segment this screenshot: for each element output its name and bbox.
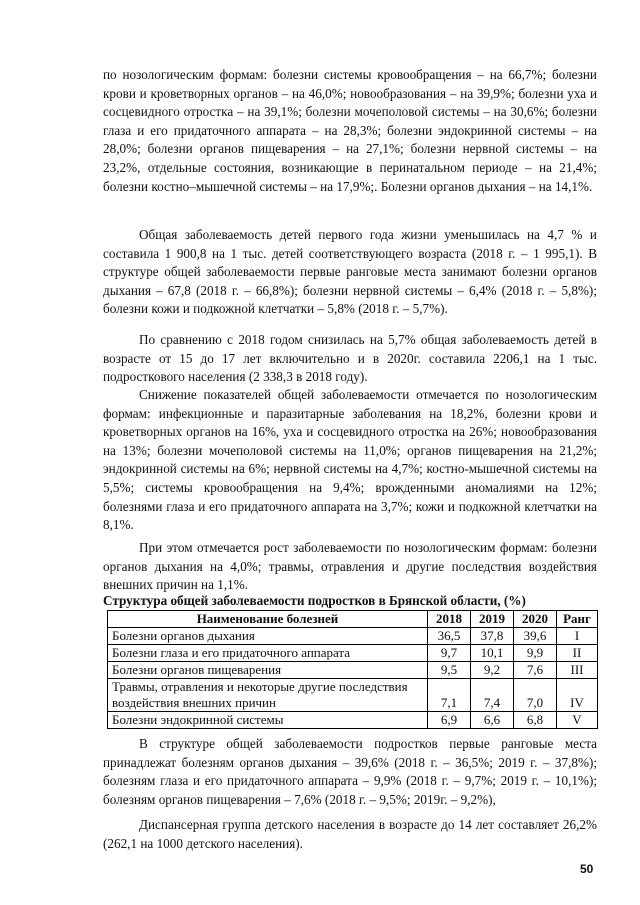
cell-disease-name: Болезни органов пищеварения xyxy=(108,662,428,679)
cell-2019: 9,2 xyxy=(471,662,514,679)
page-number: 50 xyxy=(580,862,594,876)
cell-disease-name: Травмы, отравления и некоторые другие последствия воздействия внешних причин xyxy=(108,679,428,712)
header-disease-name: Наименование болезней xyxy=(108,611,428,628)
table-row xyxy=(108,628,598,645)
paragraph-dispensary: Диспансерная группа детского населения в возрасте до 14 лет составляет 26,2% (262,1 на 1000 детского населения). xyxy=(103,817,597,851)
cell-2020: 7,6 xyxy=(514,662,557,679)
cell-2018: 36,5 xyxy=(428,628,471,645)
table-caption: Структура общей заболеваемости подростков в Брянской области, (%) xyxy=(103,593,526,608)
cell-2018: 7,1 xyxy=(428,679,471,712)
table-row xyxy=(108,645,598,662)
cell-2019: 7,4 xyxy=(471,679,514,712)
table-row xyxy=(108,662,598,679)
table-row xyxy=(108,712,598,729)
table-row xyxy=(108,679,598,712)
cell-2018: 9,7 xyxy=(428,645,471,662)
cell-rank: III xyxy=(557,662,598,679)
paragraph-increase: При этом отмечается рост заболеваемости по нозологическим формам: болезни органов дыхания на 4,0%; травмы, отравления и другие последствия воздействия внешних причин на 1,1%. xyxy=(103,540,597,593)
header-2020: 2020 xyxy=(514,611,557,628)
paragraph-decrease-forms: Снижение показателей общей заболеваемости отмечается по нозологическим формам: инфекционные и паразитарные заболевания на 18,2%, болезни крови и кроветворных органов на 16%, уха и сосцевидного отростка на 26%; новообразования на 13%; болезни мочеполовой системы на 11,0%; органов пищеварения на 21,2%; эндокринной системы на 6%; нервной системы на 4,7%; костно-мышечной системы на 5,5%; системы кровообращения на 9,4%; врожденными аномалиями на 12%; болезнями глаза и его придаточного аппарата на 3,7%; кожи и подкожной клетчатки на 8,1%. xyxy=(103,387,597,533)
paragraph-adolescents-decrease: По сравнению с 2018 годом снизилась на 5,7% общая заболеваемость детей в возрасте от 15 до 17 лет включительно и в 2020г. составила 2206,1 на 1 тыс. подросткового населения (2 338,3 в 2018 году). xyxy=(103,332,597,385)
cell-rank: V xyxy=(557,712,598,729)
cell-2020: 9,9 xyxy=(514,645,557,662)
cell-2018: 6,9 xyxy=(428,712,471,729)
disease-structure-table xyxy=(107,610,598,729)
cell-rank: IV xyxy=(557,679,598,712)
cell-disease-name: Болезни органов дыхания xyxy=(108,628,428,645)
cell-2019: 10,1 xyxy=(471,645,514,662)
cell-rank: I xyxy=(557,628,598,645)
header-2019: 2019 xyxy=(471,611,514,628)
cell-2018: 9,5 xyxy=(428,662,471,679)
header-rank: Ранг xyxy=(557,611,598,628)
cell-2019: 37,8 xyxy=(471,628,514,645)
cell-disease-name: Болезни эндокринной системы xyxy=(108,712,428,729)
cell-2020: 7,0 xyxy=(514,679,557,712)
cell-disease-name: Болезни глаза и его придаточного аппарата xyxy=(108,645,428,662)
cell-2020: 6,8 xyxy=(514,712,557,729)
table-header-row xyxy=(108,611,598,628)
cell-rank: II xyxy=(557,645,598,662)
paragraph-adolescent-structure: В структуре общей заболеваемости подростков первые ранговые места принадлежат болезням органов дыхания – 39,6% (2018 г. – 36,5%; 2019 г. – 37,8%); болезням глаза и его придаточного аппарата – 9,9% (2018 г. – 9,7%; 2019 г. – 10,1%); болезням органов пищеварения – 7,6% (2018 г. – 9,5%; 2019г. – 9,2%), xyxy=(103,736,597,807)
header-2018: 2018 xyxy=(428,611,471,628)
cell-2019: 6,6 xyxy=(471,712,514,729)
cell-2020: 39,6 xyxy=(514,628,557,645)
paragraph-infants: Общая заболеваемость детей первого года жизни уменьшилась на 4,7 % и составила 1 900,8 на 1 тыс. детей соответствующего возраста (2018 г. – 1 995,1). В структуре общей заболеваемости первые ранговые места занимают болезни органов дыхания – 67,8 (2018 г. – 66,8%); болезни нервной системы – 6,4% (2018 г. – 5,8%); болезни кожи и подкожной клетчатки – 5,8% (2018 г. – 5,7%). xyxy=(103,227,597,317)
paragraph-nosological-forms: по нозологическим формам: болезни системы кровообращения – на 66,7%; болезни крови и кроветворных органов – на 46,0%; новообразования – на 39,9%; болезни уха и сосцевидного отростка – на 39,1%; болезни мочеполовой системы – на 30,6%; болезни глаза и его придаточного аппарата – на 28,3%; болезни эндокринной системы – на 28,0%; болезни органов пищеварения – на 27,1%; болезни нервной системы – на 23,2%, отдельные состояния, возникающие в перинатальном периоде – на 21,4%; болезни костно–мышечной системы – на 17,9%;. Болезни органов дыхания – на 14,1%. xyxy=(103,67,597,194)
